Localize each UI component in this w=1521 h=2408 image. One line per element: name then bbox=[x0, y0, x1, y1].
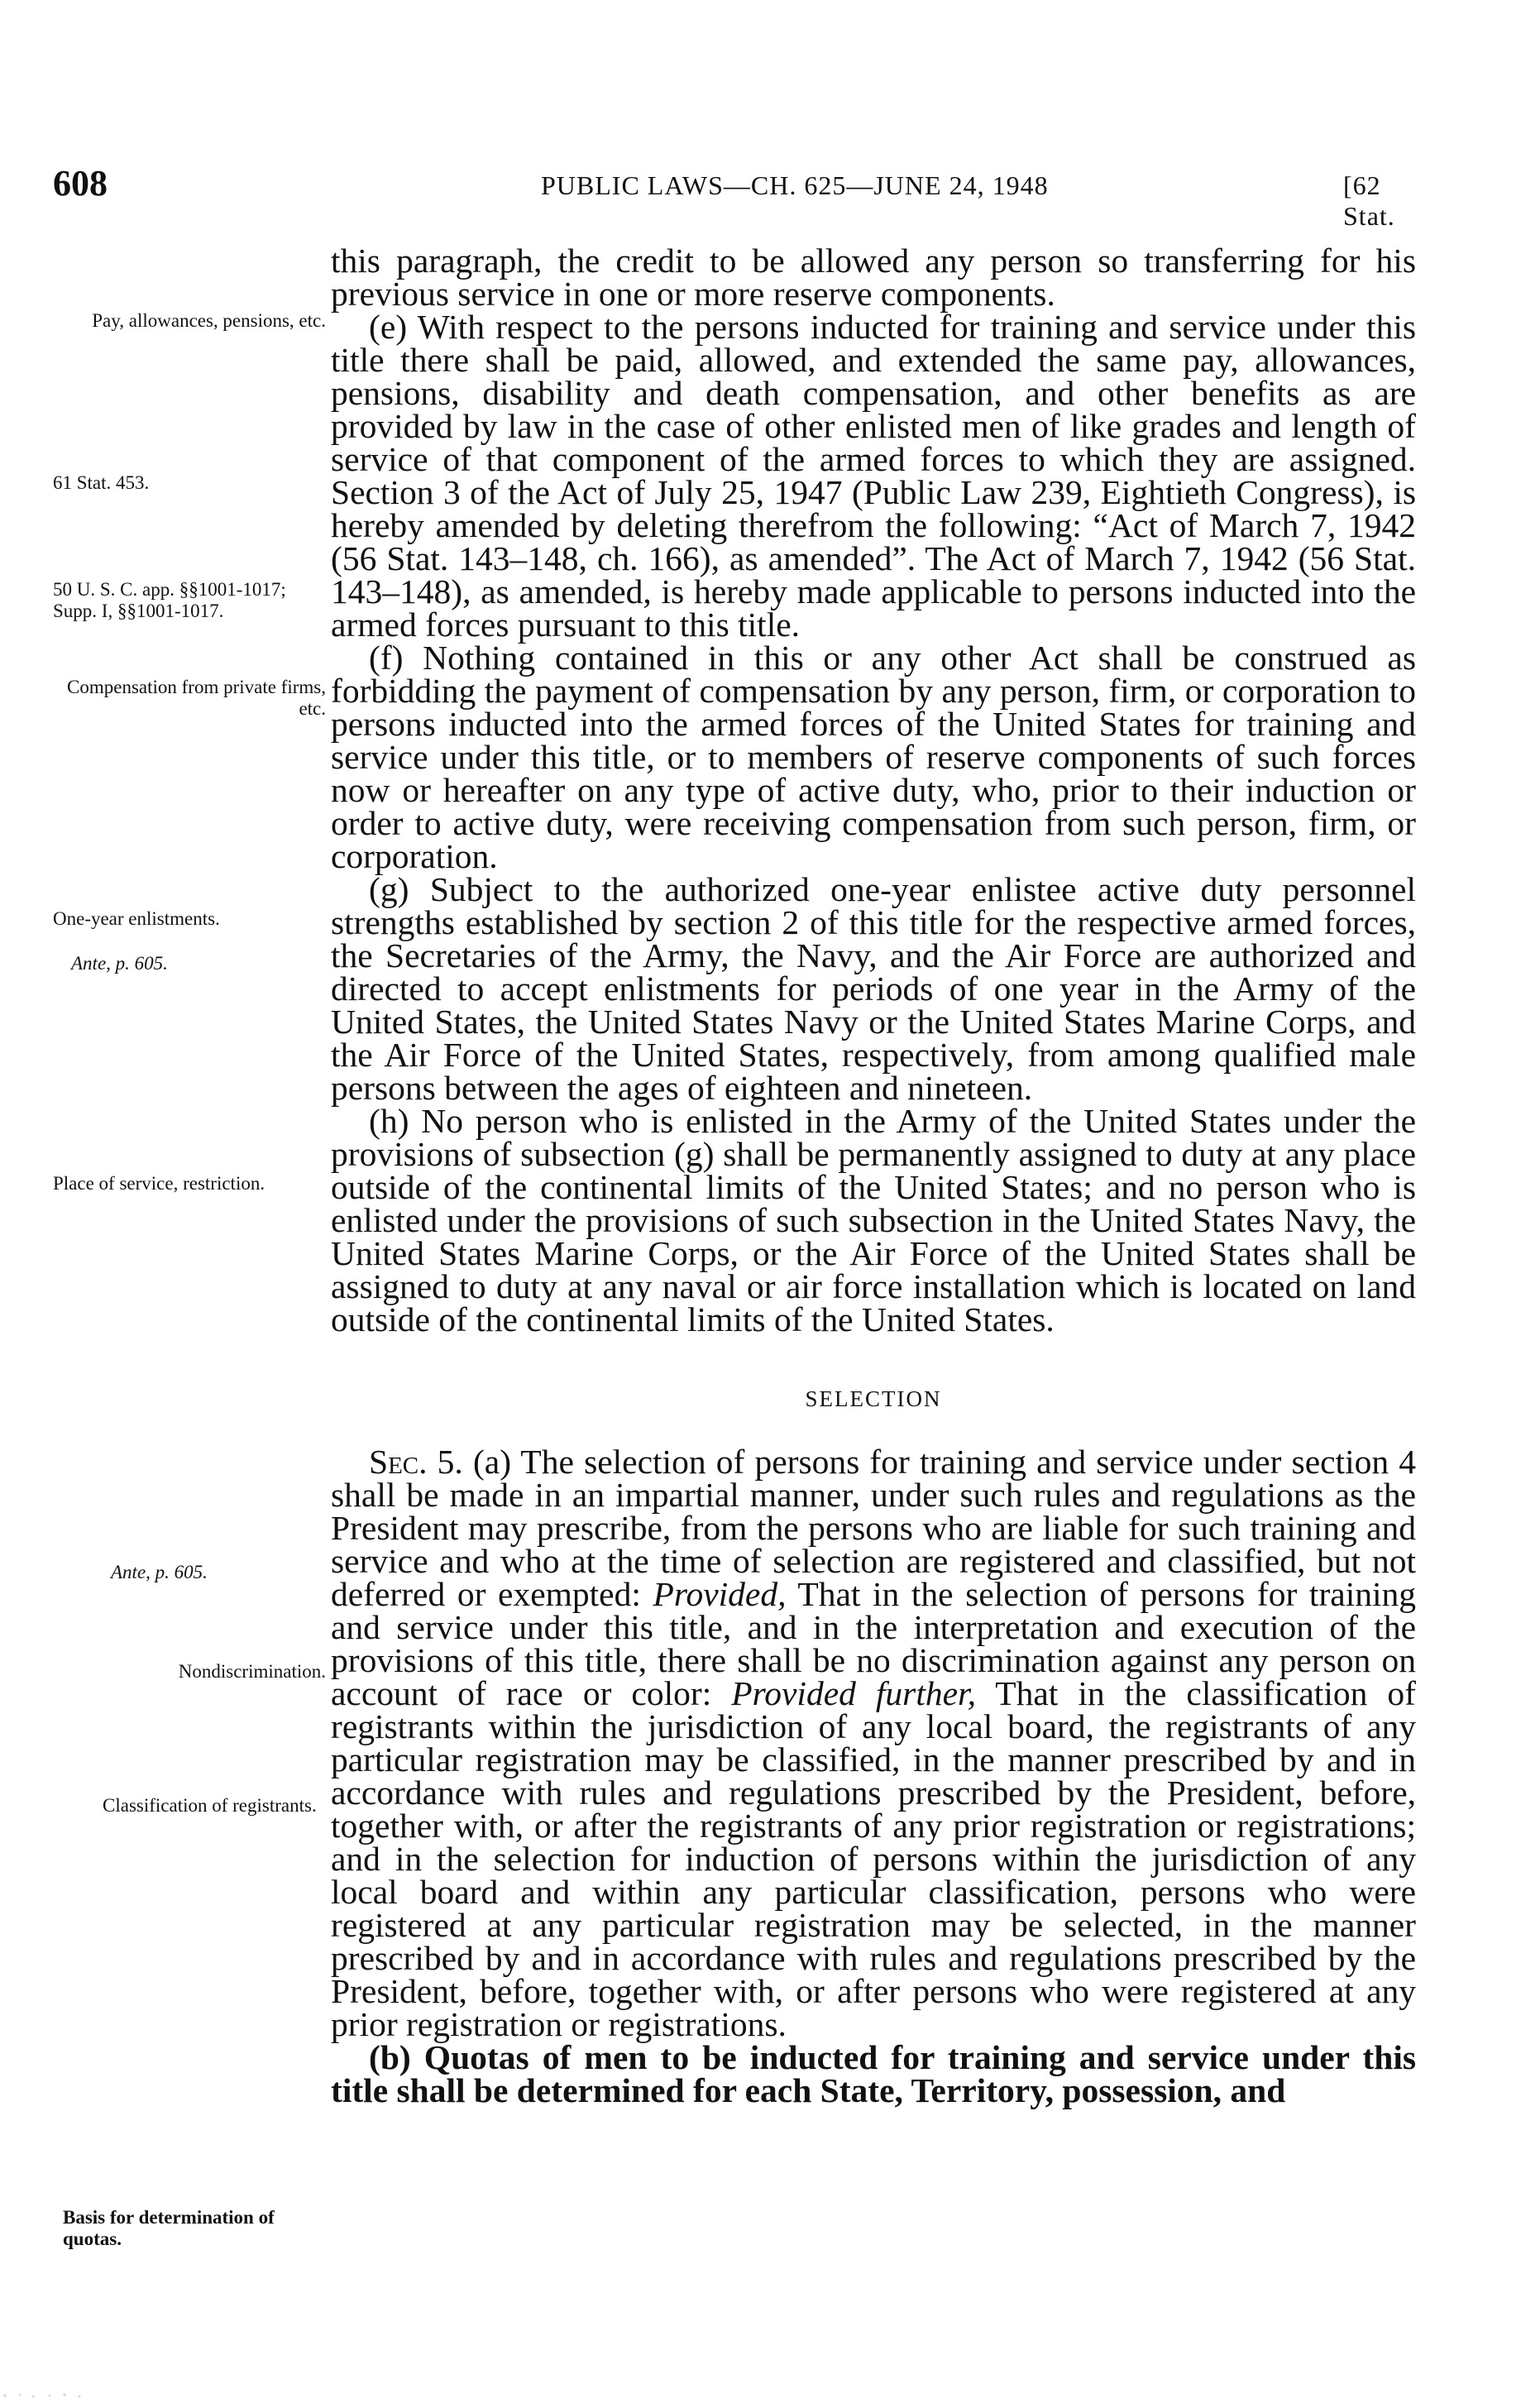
paragraph-h: (h) No person who is enlisted in the Army of the United States under the provisions of subsection (g) shall be permanently assigned to duty at any place outside of the continental limits of the United States; and no person who is enlisted under the provisions of such subsection in the United States Navy, the United States Marine Corps, or the Air Force of the United States shall be assigned to duty at any naval or air force installation which is located on land outside of the continental limits of the United States. bbox=[331, 1102, 1416, 1338]
paragraph-g: (g) Subject to the authorized one-year enlistee active duty personnel strengths established by section 2 of this title for the respective armed forces, the Secretaries of the Army, the Navy, and the Air Force are authorized and directed to accept enlistments for periods of one year in the Army of the United States, the United States Navy or the United States Marine Corps, and the Air Force of the United States, respectively, from among qualified male persons between the ages of eighteen and nineteen. bbox=[331, 870, 1416, 1107]
paragraph-b: (b) Quotas of men to be inducted for training and service under this title shall be determined for each State, Territory, possession, and bbox=[331, 2038, 1416, 2109]
margin-note: One-year enlistments. bbox=[53, 908, 220, 929]
statute-reference: [62 Stat. bbox=[1343, 170, 1395, 231]
margin-note: Nondiscrimination. bbox=[178, 1661, 326, 1682]
body-text bbox=[331, 244, 1416, 2107]
margin-note: 50 U. S. C. app. §§1001-1017; Supp. I, §§1001-1017. bbox=[53, 579, 286, 621]
margin-note: Ante, p. 605. bbox=[71, 953, 168, 974]
paragraph-f: (f) Nothing contained in this or any other Act shall be construed as forbidding the payment of compensation by any person, firm, or corporation to persons inducted into the armed forces of the United States for training and service under this title, or to members of reserve components of such forces now or hereafter on any type of active duty, who, prior to their induction or order to active duty, were receiving compensation from such person, firm, or corporation. bbox=[331, 639, 1416, 875]
margin-note: Ante, p. 605. bbox=[111, 1562, 208, 1582]
margin-note: Pay, allowances, pensions, etc. bbox=[92, 310, 326, 331]
margin-note: 61 Stat. 453. bbox=[53, 472, 150, 493]
margin-note: Classification of registrants. bbox=[103, 1795, 317, 1816]
page-number: 608 bbox=[53, 163, 108, 203]
section-heading: SELECTION bbox=[805, 1386, 942, 1411]
paragraph-continued: this paragraph, the credit to be allowed any person so transferring for his previous service in one or more reserve components. bbox=[331, 242, 1416, 313]
margin-note: Basis for determination of quotas. bbox=[63, 2207, 275, 2249]
scan-artifact bbox=[0, 2389, 99, 2402]
section-5-a: Sec. 5. (a) The selection of persons for training and service under section 4 shall be made in an impartial manner, under such rules and regulations as the President may prescribe, from the persons who are liable for such training and service and who at the time of selection are registered and classified, but not deferred or exempted: Provided, That in the selection of persons for training and service under this title, and in the interpretation and execution of the provisions of this title, there shall be no discrimination against any person on account of race or color: Provided further, That in the classification of registrants within the jurisdiction of any local board, the registrants of any particular registration may be classified, in the manner prescribed by and in accordance with rules and regulations prescribed by the President, before, together with, or after the registrants of any prior registration or registrations; and in the selection for induction of persons within the jurisdiction of any local board and within any particular classification, persons who were registered at any particular registration may be selected, in the manner prescribed by and in accordance with rules and regulations prescribed by the President, before, together with, or after persons who were registered at any prior registration or registrations. bbox=[331, 1443, 1417, 2043]
margin-note: Compensation from private firms, etc. bbox=[67, 677, 326, 719]
margin-note: Place of service, restriction. bbox=[53, 1173, 265, 1194]
section-label: Sec. 5. bbox=[369, 1443, 463, 1481]
page-header bbox=[53, 162, 1426, 231]
running-head: PUBLIC LAWS—CH. 625—JUNE 24, 1948 bbox=[541, 170, 1049, 200]
paragraph-e: (e) With respect to the persons inducted for training and service under this title there shall be paid, allowed, and extended the same pay, allowances, pensions, disability and death compensation, and other benefits as are provided by law in the case of other enlisted men of like grades and length of service of that component of the armed forces to which they are assigned. Section 3 of the Act of July 25, 1947 (Public Law 239, Eightieth Congress), is hereby amended by deleting therefrom the following: “Act of March 7, 1942 (56 Stat. 143–148, ch. 166), as amended”. The Act of March 7, 1942 (56 Stat. 143–148), as amended, is hereby made applicable to persons inducted into the armed forces pursuant to this title. bbox=[331, 308, 1416, 644]
